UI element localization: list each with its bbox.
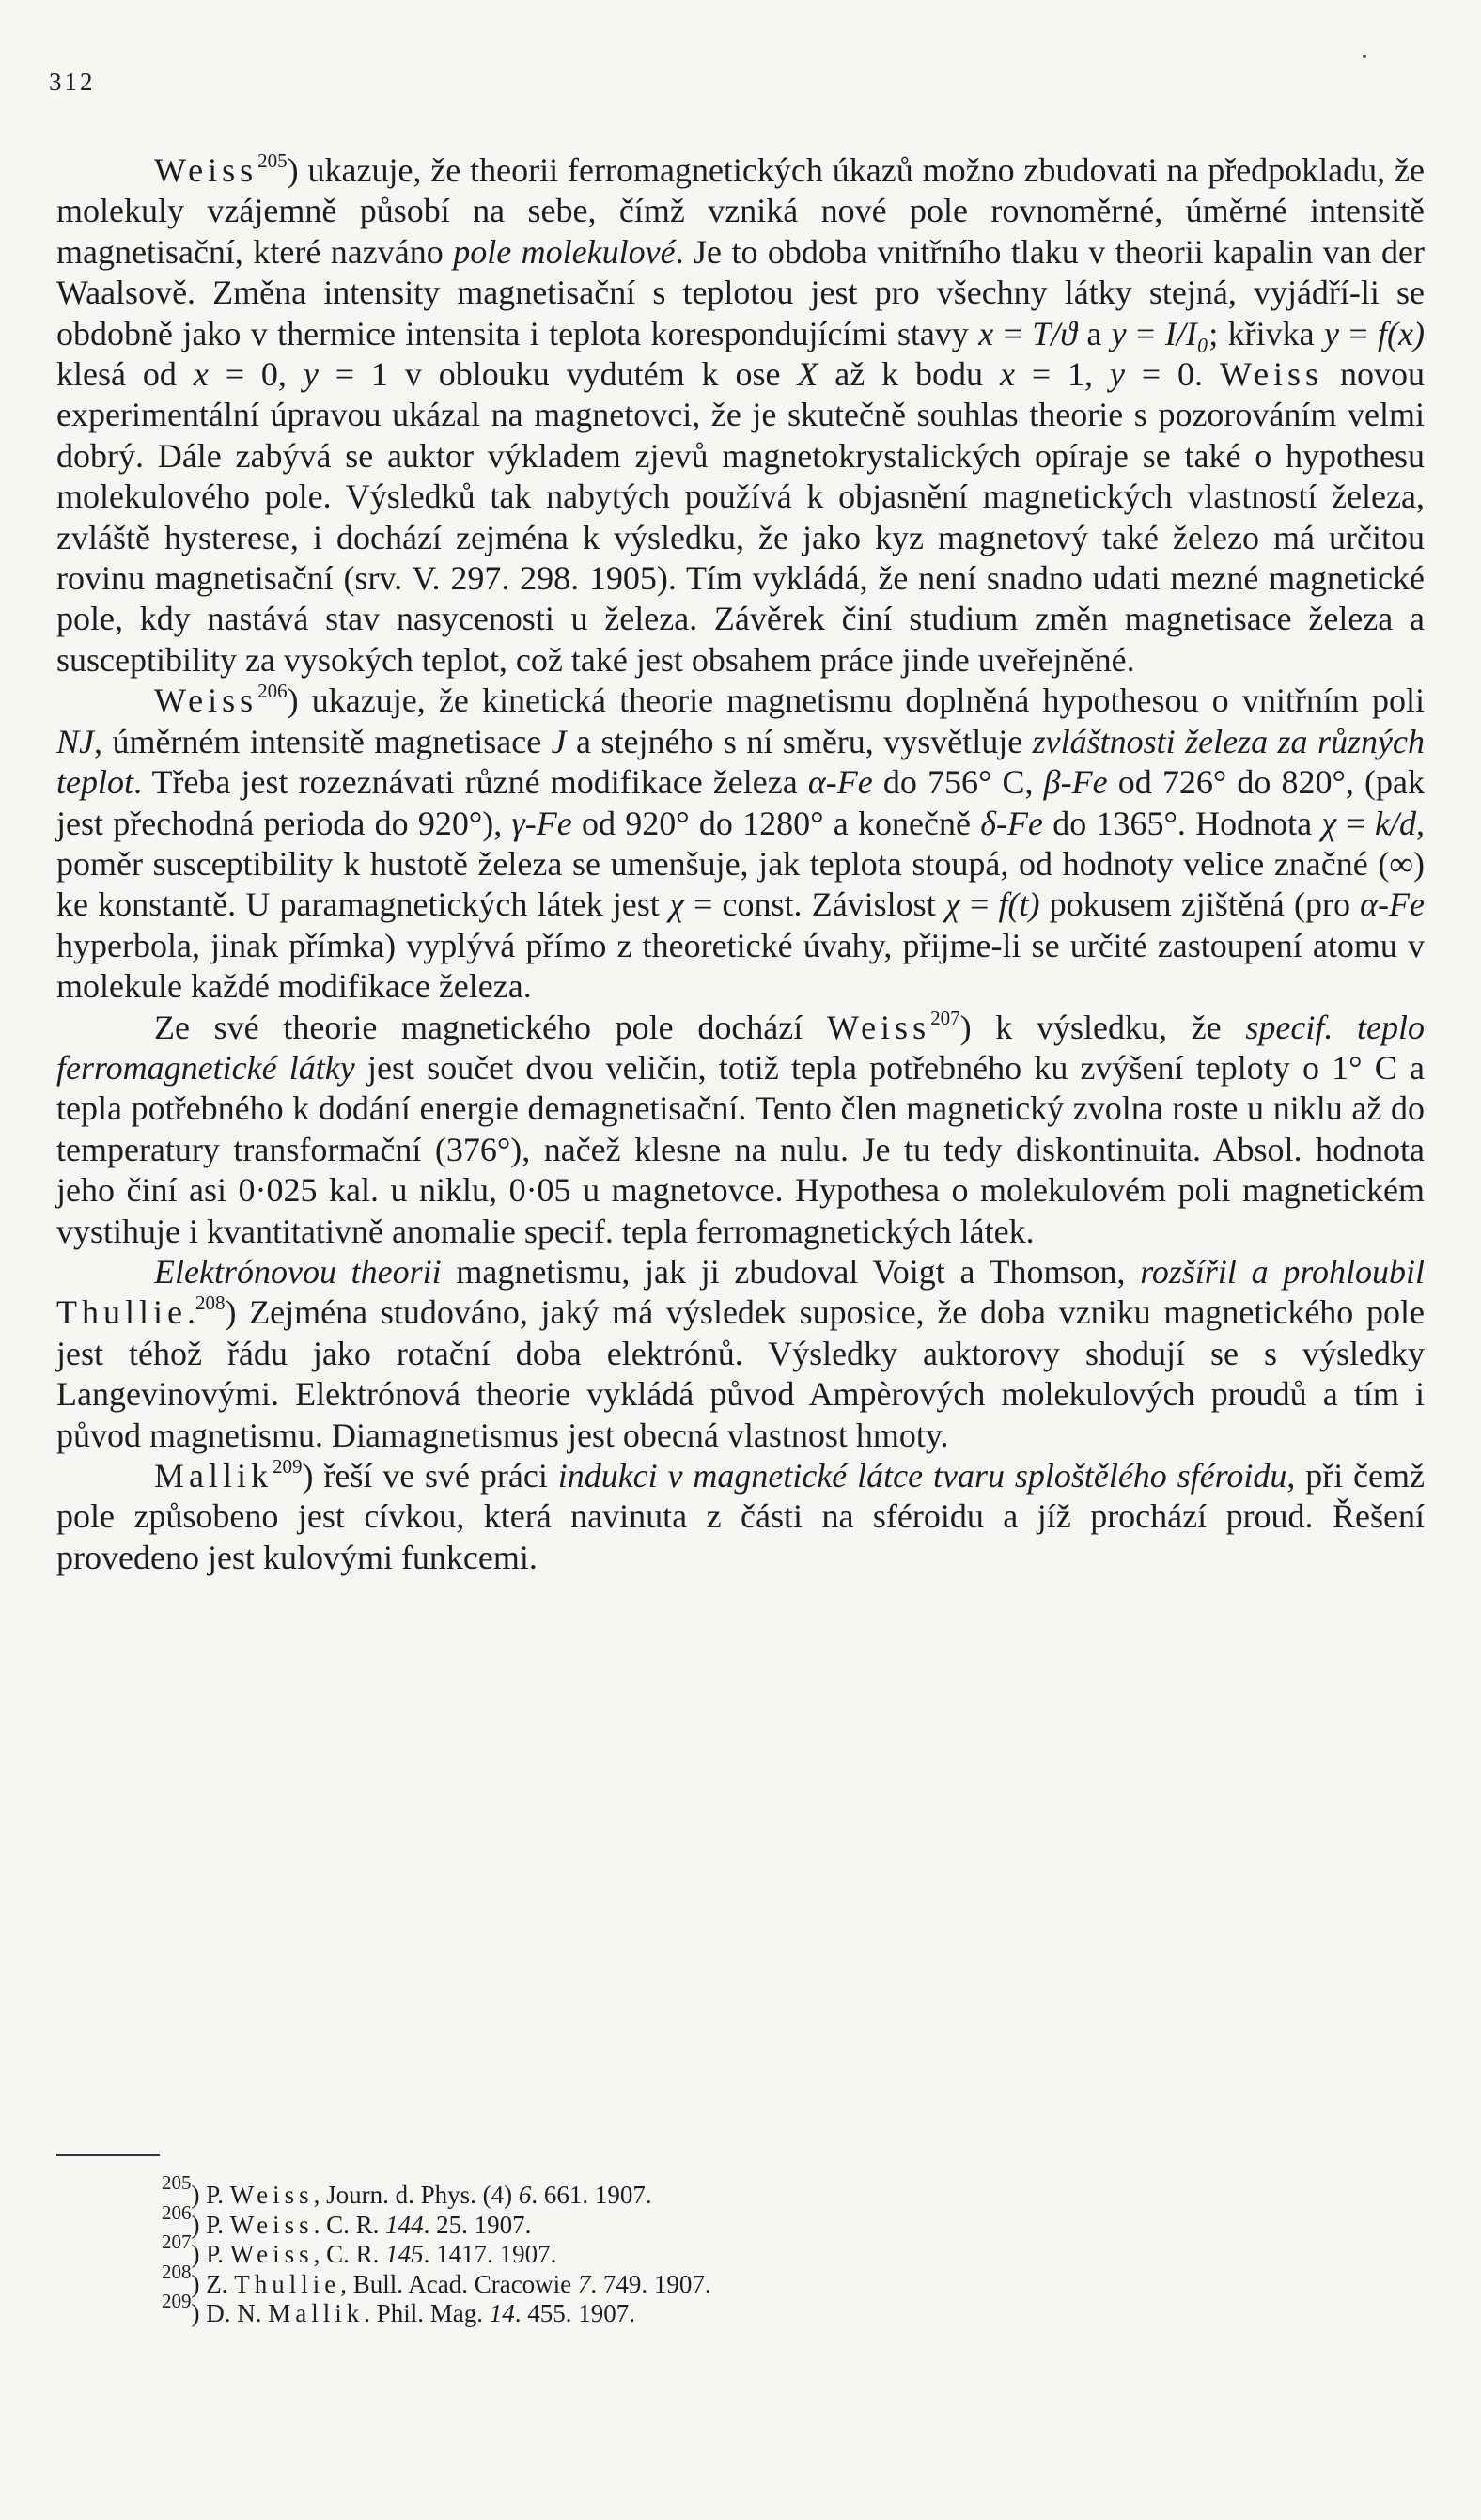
- text: =: [1336, 804, 1376, 842]
- footnote-207: [162, 2230, 1289, 2270]
- text: až k bodu: [818, 355, 1000, 394]
- footnote-source: . C. R.: [313, 2210, 386, 2239]
- text: pokusem zjištěná (pro: [1039, 885, 1361, 924]
- footnote-volume: 6: [518, 2181, 532, 2209]
- text: ) k výsledku, že: [959, 1008, 1246, 1046]
- italic-text: y: [1111, 314, 1127, 352]
- footnote-source: . Phil. Mag.: [364, 2299, 490, 2327]
- document-body: [56, 150, 1425, 1578]
- text: ) Zejména studováno, jaký má výsledek suposice, že doba vzniku magnetického pole jest téhož řádu jako rotační doba elektrónů. Výsledky auktorovy shodují se s výsledky Langevinovými. Elektrónová theorie vykládá původ Ampèrových molekulových proudů a tím i původ magnetismu. Diamagnetismus jest obecná vlastnost hmoty.: [56, 1293, 1425, 1454]
- footnote-volume: 7: [577, 2269, 591, 2298]
- footnote-author: Weiss: [229, 2181, 314, 2209]
- page-number: 312: [49, 68, 96, 96]
- text: , úměrném intensitě magnetisace: [94, 722, 552, 760]
- italic-text: x: [193, 355, 209, 394]
- footnote-source: , C. R.: [313, 2240, 386, 2268]
- text: do 756° C,: [872, 763, 1044, 802]
- text: =: [1126, 314, 1165, 352]
- text: = 1,: [1014, 355, 1110, 394]
- footnote-author: Mallik: [268, 2299, 365, 2327]
- author-name: Weiss: [1219, 355, 1324, 394]
- author-name: Mallik: [154, 1457, 273, 1495]
- text: =: [1338, 314, 1378, 352]
- footnote-number: 209: [162, 2290, 192, 2312]
- footnotes: [162, 2171, 1289, 2329]
- italic-text: y: [303, 355, 319, 394]
- text: . Třeba jest rozeznávati různé modifikace železa: [133, 763, 808, 802]
- footnote-volume: 144: [385, 2210, 424, 2239]
- footnote-source: , Journ. d. Phys. (4): [313, 2181, 519, 2209]
- footnote-ref: 209: [273, 1455, 303, 1478]
- author-name: Weiss: [154, 151, 258, 189]
- paragraph-2: [56, 681, 1425, 1007]
- text: , poměr susceptibility k hustotě železa se umenšuje, jak teplota stoupá, od hodnoty velice značné (∞) ke konstantě. U paramagnetických látek jest: [56, 804, 1426, 924]
- footnote-205: [162, 2171, 1289, 2211]
- footnote-pages: . 455. 1907.: [514, 2299, 636, 2327]
- italic-text: f(x): [1378, 314, 1425, 352]
- italic-text: indukci v magnetické látce tvaru sploštělého sféroidu: [557, 1457, 1287, 1495]
- italic-text: NJ: [56, 722, 94, 760]
- text: od 920° do 1280° a konečně: [571, 804, 981, 842]
- footnote-initials: ) Z.: [191, 2269, 235, 2298]
- text: =: [959, 885, 999, 924]
- footnote-ref: 205: [257, 149, 288, 172]
- footnote-initials: ) D. N.: [191, 2299, 269, 2327]
- footnote-number: 208: [162, 2260, 192, 2283]
- paragraph-3: [56, 1008, 1425, 1252]
- footnote-initials: ) P.: [191, 2240, 230, 2268]
- italic-text: zvláštnosti železa za různých teplot: [56, 722, 1425, 802]
- footnote-author: Weiss: [229, 2240, 314, 2268]
- text: a stejného s ní směru, vysvětluje: [566, 722, 1033, 760]
- italic-text: rozšířil a prohloubil: [1140, 1252, 1425, 1291]
- footnote-author: Thullie: [234, 2269, 341, 2298]
- text: .: [186, 1293, 195, 1332]
- footnote-volume: 14: [489, 2299, 515, 2327]
- paragraph-1: [56, 150, 1425, 681]
- footnote-ref: 206: [257, 680, 288, 703]
- footnote-initials: ) P.: [191, 2210, 230, 2239]
- text: a: [1076, 314, 1112, 352]
- italic-text: α-Fe: [1360, 885, 1426, 924]
- footnote-208: [162, 2260, 1289, 2300]
- italic-text: χ: [944, 885, 960, 924]
- text: magnetismu, jak ji zbudoval Voigt a Thomson,: [441, 1252, 1141, 1291]
- text: = 1 v oblouku vydutém k ose: [318, 355, 798, 394]
- italic-text: x: [978, 314, 994, 352]
- text: hyperbola, jinak přímka) vyplývá přímo z theoretické úvahy, přijme-li se určité zastoupení atomu v molekule každé modifikace železa.: [56, 926, 1425, 1006]
- italic-text: specif. teplo ferromagnetické látky: [56, 1008, 1426, 1087]
- text: jest součet dvou veličin, totiž tepla potřebného ku zvýšení teploty o 1° C a tepla potřebného k dodání energie demagnetisační. Tento člen magnetický zvolna roste u niklu až do temperatury transformační (376°), načež klesne na nulu. Je tu tedy diskontinuita. Absol. hodnota jeho činí asi 0·025 kal. u niklu, 0·05 u magnetovce. Hypothesa o molekulovém poli magnetickém vystihuje i kvantitativně anomalie specif. tepla ferromagnetických látek.: [56, 1048, 1425, 1250]
- italic-text: χ: [668, 885, 684, 924]
- italic-text: T/ϑ: [1032, 314, 1077, 352]
- italic-text: k/d: [1375, 804, 1417, 842]
- text: ) ukazuje, že kinetická theorie magnetismu doplněná hypothesou o vnitřním poli: [287, 681, 1425, 720]
- text: = const. Závislost: [683, 885, 945, 924]
- italic-text: α-Fe: [807, 763, 873, 802]
- italic-text: x: [999, 355, 1015, 394]
- footnote-ref: 208: [195, 1291, 226, 1315]
- author-name: Weiss: [154, 681, 258, 720]
- footnote-number: 207: [162, 2230, 192, 2253]
- footnote-rule: [56, 2154, 160, 2156]
- italic-text: δ-Fe: [980, 804, 1043, 842]
- italic-text: χ: [1321, 804, 1337, 842]
- text: ; křivka: [1208, 314, 1324, 352]
- italic-text: y: [1323, 314, 1339, 352]
- italic-text: pole molekulové: [453, 232, 676, 271]
- italic-text: Elektrónovou theorii: [154, 1252, 442, 1291]
- footnote-pages: . 25. 1907.: [423, 2210, 532, 2239]
- text: = 0.: [1124, 355, 1220, 394]
- footnote-ref: 207: [930, 1006, 960, 1029]
- text: ) ukazuje, že theorii ferromagnetických úkazů možno zbudovati na předpokladu, že molekuly vzájemně působí na sebe, čímž vzniká nové pole rovnoměrné, úměrné intensitě magnetisační, které nazváno: [56, 151, 1425, 271]
- author-name: Weiss: [826, 1008, 931, 1046]
- text: = 0,: [208, 355, 304, 394]
- text: od 726° do 820°, (pak jest přechodná perioda do 920°),: [56, 763, 1425, 842]
- italic-text: β-Fe: [1043, 763, 1108, 802]
- italic-text: f(t): [998, 885, 1040, 924]
- footnote-volume: 145: [385, 2240, 424, 2268]
- text: Ze své theorie magnetického pole dochází: [154, 1008, 827, 1046]
- author-name: Thullie: [56, 1293, 187, 1332]
- italic-text: γ-Fe: [511, 804, 572, 842]
- footnote-209: [162, 2290, 1289, 2329]
- text: , při čemž pole způsobeno jest cívkou, která navinuta z části na sféroidu a jíž prochází proud. Řešení provedeno jest kulovými funkcemi.: [56, 1457, 1425, 1576]
- footnote-pages: . 661. 1907.: [531, 2181, 652, 2209]
- italic-text: X: [797, 355, 818, 394]
- text: ) řeší ve své práci: [302, 1457, 558, 1495]
- footnote-source: , Bull. Acad. Cracowie: [340, 2269, 578, 2298]
- footnote-pages: . 749. 1907.: [590, 2269, 711, 2298]
- paragraph-4: [56, 1252, 1425, 1456]
- italic-text: y: [1109, 355, 1125, 394]
- footnote-number: 206: [162, 2200, 192, 2224]
- paragraph-5: [56, 1456, 1425, 1578]
- footnote-author: Weiss: [229, 2210, 314, 2239]
- text: do 1365°. Hodnota: [1042, 804, 1322, 842]
- italic-text: I/I₀: [1164, 314, 1209, 352]
- text: . Je to obdoba vnitřního tlaku v theorii kapalin van der Waalsově. Změna intensity magnetisační s teplotou jest pro všechny látky stejná, vyjádří-li se obdobně jako v thermice intensita i teplota korespondujícími stavy: [56, 232, 1425, 352]
- footnote-pages: . 1417. 1907.: [423, 2240, 557, 2268]
- speck: [1363, 55, 1366, 58]
- italic-text: J: [551, 722, 567, 760]
- text: novou experimentální úpravou ukázal na magnetovci, že je skutečně souhlas theorie s pozorováním velmi dobrý. Dále zabývá se auktor výkladem zjevů magnetokrystalických opíraje se také o hypothesu molekulového pole. Výsledků tak nabytých používá k objasnění magnetických vlastností železa, zvláště hysterese, i dochází zejména k výsledku, že jako kyz magnetový také železo má určitou rovinu magnetisační (srv. V. 297. 298. 1905). Tím vykládá, že není snadno udati mezné magnetické pole, kdy nastává stav nasycenosti u železa. Závěrek činí studium změn magnetisace železa a susceptibility za vysokých teplot, což také jest obsahem práce jinde uveřejněné.: [56, 355, 1425, 679]
- text: =: [993, 314, 1033, 352]
- text: klesá od: [56, 355, 194, 394]
- footnote-initials: ) P.: [191, 2181, 230, 2209]
- footnote-206: [162, 2200, 1289, 2241]
- footnote-number: 205: [162, 2171, 192, 2194]
